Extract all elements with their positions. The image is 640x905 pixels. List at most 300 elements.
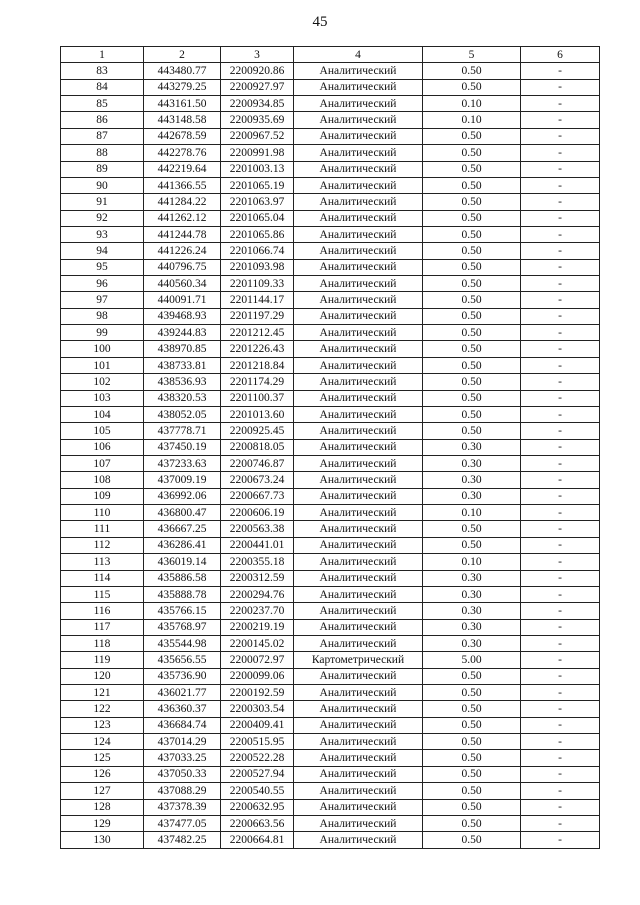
y-coordinate-cell: 2200935.69 bbox=[221, 112, 294, 128]
note-cell: - bbox=[521, 390, 600, 406]
note-cell: - bbox=[521, 439, 600, 455]
note-cell: - bbox=[521, 668, 600, 684]
x-coordinate-cell: 436019.14 bbox=[144, 554, 221, 570]
x-coordinate-cell: 443480.77 bbox=[144, 63, 221, 79]
accuracy-cell: 0.50 bbox=[423, 145, 521, 161]
method-cell: Аналитический bbox=[294, 161, 423, 177]
point-number-cell: 112 bbox=[61, 537, 144, 553]
accuracy-cell: 0.50 bbox=[423, 815, 521, 831]
method-cell: Аналитический bbox=[294, 308, 423, 324]
y-coordinate-cell: 2200522.28 bbox=[221, 750, 294, 766]
table-row bbox=[61, 357, 600, 373]
y-coordinate-cell: 2201100.37 bbox=[221, 390, 294, 406]
note-cell: - bbox=[521, 635, 600, 651]
note-cell: - bbox=[521, 243, 600, 259]
method-cell: Аналитический bbox=[294, 832, 423, 848]
method-cell: Аналитический bbox=[294, 341, 423, 357]
point-number-cell: 109 bbox=[61, 488, 144, 504]
table-row bbox=[61, 488, 600, 504]
y-coordinate-cell: 2201218.84 bbox=[221, 357, 294, 373]
table-row bbox=[61, 439, 600, 455]
point-number-cell: 117 bbox=[61, 619, 144, 635]
y-coordinate-cell: 2201065.19 bbox=[221, 177, 294, 193]
point-number-cell: 110 bbox=[61, 505, 144, 521]
method-cell: Аналитический bbox=[294, 145, 423, 161]
y-coordinate-cell: 2201003.13 bbox=[221, 161, 294, 177]
note-cell: - bbox=[521, 734, 600, 750]
accuracy-cell: 0.50 bbox=[423, 63, 521, 79]
accuracy-cell: 0.50 bbox=[423, 308, 521, 324]
note-cell: - bbox=[521, 766, 600, 782]
note-cell: - bbox=[521, 177, 600, 193]
y-coordinate-cell: 2201197.29 bbox=[221, 308, 294, 324]
y-coordinate-cell: 2200967.52 bbox=[221, 128, 294, 144]
x-coordinate-cell: 442278.76 bbox=[144, 145, 221, 161]
y-coordinate-cell: 2200294.76 bbox=[221, 586, 294, 602]
y-coordinate-cell: 2200563.38 bbox=[221, 521, 294, 537]
table-row bbox=[61, 161, 600, 177]
x-coordinate-cell: 436992.06 bbox=[144, 488, 221, 504]
x-coordinate-cell: 441244.78 bbox=[144, 226, 221, 242]
accuracy-cell: 0.50 bbox=[423, 341, 521, 357]
x-coordinate-cell: 435766.15 bbox=[144, 603, 221, 619]
note-cell: - bbox=[521, 112, 600, 128]
point-number-cell: 103 bbox=[61, 390, 144, 406]
y-coordinate-cell: 2201065.86 bbox=[221, 226, 294, 242]
note-cell: - bbox=[521, 341, 600, 357]
point-number-cell: 122 bbox=[61, 701, 144, 717]
method-cell: Аналитический bbox=[294, 717, 423, 733]
point-number-cell: 123 bbox=[61, 717, 144, 733]
x-coordinate-cell: 443161.50 bbox=[144, 96, 221, 112]
accuracy-cell: 0.50 bbox=[423, 243, 521, 259]
table-row bbox=[61, 472, 600, 488]
point-number-cell: 86 bbox=[61, 112, 144, 128]
note-cell: - bbox=[521, 685, 600, 701]
table-row bbox=[61, 635, 600, 651]
note-cell: - bbox=[521, 308, 600, 324]
column-header: 3 bbox=[221, 47, 294, 63]
y-coordinate-cell: 2200219.19 bbox=[221, 619, 294, 635]
point-number-cell: 129 bbox=[61, 815, 144, 831]
method-cell: Аналитический bbox=[294, 390, 423, 406]
accuracy-cell: 0.30 bbox=[423, 439, 521, 455]
method-cell: Аналитический bbox=[294, 586, 423, 602]
point-number-cell: 102 bbox=[61, 374, 144, 390]
column-header: 5 bbox=[423, 47, 521, 63]
table-row bbox=[61, 619, 600, 635]
note-cell: - bbox=[521, 505, 600, 521]
accuracy-cell: 0.50 bbox=[423, 668, 521, 684]
y-coordinate-cell: 2200441.01 bbox=[221, 537, 294, 553]
accuracy-cell: 0.50 bbox=[423, 832, 521, 848]
table-row bbox=[61, 79, 600, 95]
table-row bbox=[61, 177, 600, 193]
point-number-cell: 101 bbox=[61, 357, 144, 373]
note-cell: - bbox=[521, 79, 600, 95]
method-cell: Аналитический bbox=[294, 259, 423, 275]
x-coordinate-cell: 435736.90 bbox=[144, 668, 221, 684]
method-cell: Аналитический bbox=[294, 750, 423, 766]
accuracy-cell: 0.50 bbox=[423, 390, 521, 406]
x-coordinate-cell: 441284.22 bbox=[144, 194, 221, 210]
y-coordinate-cell: 2200632.95 bbox=[221, 799, 294, 815]
note-cell: - bbox=[521, 374, 600, 390]
table-row bbox=[61, 226, 600, 242]
table-row bbox=[61, 586, 600, 602]
accuracy-cell: 0.50 bbox=[423, 357, 521, 373]
column-header: 4 bbox=[294, 47, 423, 63]
x-coordinate-cell: 441226.24 bbox=[144, 243, 221, 259]
y-coordinate-cell: 2201212.45 bbox=[221, 325, 294, 341]
y-coordinate-cell: 2200606.19 bbox=[221, 505, 294, 521]
table-row bbox=[61, 243, 600, 259]
accuracy-cell: 0.30 bbox=[423, 603, 521, 619]
method-cell: Аналитический bbox=[294, 357, 423, 373]
x-coordinate-cell: 443279.25 bbox=[144, 79, 221, 95]
accuracy-cell: 0.30 bbox=[423, 472, 521, 488]
y-coordinate-cell: 2201066.74 bbox=[221, 243, 294, 259]
table-row bbox=[61, 505, 600, 521]
method-cell: Аналитический bbox=[294, 210, 423, 226]
x-coordinate-cell: 435888.78 bbox=[144, 586, 221, 602]
point-number-cell: 96 bbox=[61, 276, 144, 292]
table-row bbox=[61, 276, 600, 292]
accuracy-cell: 0.50 bbox=[423, 717, 521, 733]
table-header-row bbox=[61, 47, 600, 63]
x-coordinate-cell: 436800.47 bbox=[144, 505, 221, 521]
method-cell: Аналитический bbox=[294, 685, 423, 701]
x-coordinate-cell: 441366.55 bbox=[144, 177, 221, 193]
note-cell: - bbox=[521, 750, 600, 766]
x-coordinate-cell: 439468.93 bbox=[144, 308, 221, 324]
table-row bbox=[61, 652, 600, 668]
x-coordinate-cell: 436286.41 bbox=[144, 537, 221, 553]
accuracy-cell: 0.50 bbox=[423, 194, 521, 210]
page-number: 45 bbox=[312, 14, 328, 30]
point-number-cell: 107 bbox=[61, 455, 144, 471]
point-number-cell: 104 bbox=[61, 406, 144, 422]
accuracy-cell: 0.50 bbox=[423, 276, 521, 292]
method-cell: Аналитический bbox=[294, 815, 423, 831]
table-row bbox=[61, 259, 600, 275]
note-cell: - bbox=[521, 423, 600, 439]
accuracy-cell: 0.30 bbox=[423, 586, 521, 602]
table-row bbox=[61, 210, 600, 226]
table-row bbox=[61, 570, 600, 586]
note-cell: - bbox=[521, 357, 600, 373]
method-cell: Аналитический bbox=[294, 63, 423, 79]
note-cell: - bbox=[521, 226, 600, 242]
y-coordinate-cell: 2200355.18 bbox=[221, 554, 294, 570]
accuracy-cell: 0.50 bbox=[423, 423, 521, 439]
method-cell: Аналитический bbox=[294, 177, 423, 193]
point-number-cell: 91 bbox=[61, 194, 144, 210]
x-coordinate-cell: 437033.25 bbox=[144, 750, 221, 766]
note-cell: - bbox=[521, 128, 600, 144]
x-coordinate-cell: 437233.63 bbox=[144, 455, 221, 471]
note-cell: - bbox=[521, 537, 600, 553]
method-cell: Аналитический bbox=[294, 374, 423, 390]
point-number-cell: 85 bbox=[61, 96, 144, 112]
table-body bbox=[61, 63, 600, 848]
accuracy-cell: 0.50 bbox=[423, 259, 521, 275]
note-cell: - bbox=[521, 701, 600, 717]
point-number-cell: 111 bbox=[61, 521, 144, 537]
accuracy-cell: 0.50 bbox=[423, 766, 521, 782]
table-row bbox=[61, 685, 600, 701]
method-cell: Аналитический bbox=[294, 766, 423, 782]
x-coordinate-cell: 437088.29 bbox=[144, 783, 221, 799]
column-header: 1 bbox=[61, 47, 144, 63]
x-coordinate-cell: 440091.71 bbox=[144, 292, 221, 308]
accuracy-cell: 0.50 bbox=[423, 783, 521, 799]
accuracy-cell: 0.50 bbox=[423, 177, 521, 193]
method-cell: Аналитический bbox=[294, 194, 423, 210]
note-cell: - bbox=[521, 586, 600, 602]
table-row bbox=[61, 63, 600, 79]
accuracy-cell: 0.50 bbox=[423, 406, 521, 422]
accuracy-cell: 0.30 bbox=[423, 488, 521, 504]
point-number-cell: 89 bbox=[61, 161, 144, 177]
point-number-cell: 114 bbox=[61, 570, 144, 586]
table-row bbox=[61, 308, 600, 324]
accuracy-cell: 0.30 bbox=[423, 570, 521, 586]
column-header: 6 bbox=[521, 47, 600, 63]
accuracy-cell: 0.50 bbox=[423, 799, 521, 815]
table-row bbox=[61, 668, 600, 684]
x-coordinate-cell: 436684.74 bbox=[144, 717, 221, 733]
point-number-cell: 84 bbox=[61, 79, 144, 95]
y-coordinate-cell: 2200303.54 bbox=[221, 701, 294, 717]
x-coordinate-cell: 436667.25 bbox=[144, 521, 221, 537]
method-cell: Аналитический bbox=[294, 276, 423, 292]
accuracy-cell: 0.50 bbox=[423, 521, 521, 537]
table-row bbox=[61, 292, 600, 308]
accuracy-cell: 0.50 bbox=[423, 685, 521, 701]
point-number-cell: 130 bbox=[61, 832, 144, 848]
accuracy-cell: 0.30 bbox=[423, 455, 521, 471]
note-cell: - bbox=[521, 145, 600, 161]
accuracy-cell: 0.30 bbox=[423, 635, 521, 651]
point-number-cell: 87 bbox=[61, 128, 144, 144]
note-cell: - bbox=[521, 832, 600, 848]
table-row bbox=[61, 112, 600, 128]
note-cell: - bbox=[521, 472, 600, 488]
y-coordinate-cell: 2200409.41 bbox=[221, 717, 294, 733]
method-cell: Аналитический bbox=[294, 619, 423, 635]
table-row bbox=[61, 832, 600, 848]
point-number-cell: 118 bbox=[61, 635, 144, 651]
x-coordinate-cell: 440560.34 bbox=[144, 276, 221, 292]
table-row bbox=[61, 815, 600, 831]
accuracy-cell: 0.50 bbox=[423, 79, 521, 95]
method-cell: Аналитический bbox=[294, 554, 423, 570]
x-coordinate-cell: 436021.77 bbox=[144, 685, 221, 701]
accuracy-cell: 5.00 bbox=[423, 652, 521, 668]
note-cell: - bbox=[521, 570, 600, 586]
y-coordinate-cell: 2200663.56 bbox=[221, 815, 294, 831]
y-coordinate-cell: 2200818.05 bbox=[221, 439, 294, 455]
y-coordinate-cell: 2200312.59 bbox=[221, 570, 294, 586]
point-number-cell: 124 bbox=[61, 734, 144, 750]
accuracy-cell: 0.50 bbox=[423, 537, 521, 553]
note-cell: - bbox=[521, 292, 600, 308]
accuracy-cell: 0.50 bbox=[423, 374, 521, 390]
table-row bbox=[61, 194, 600, 210]
accuracy-cell: 0.50 bbox=[423, 325, 521, 341]
point-number-cell: 95 bbox=[61, 259, 144, 275]
point-number-cell: 94 bbox=[61, 243, 144, 259]
y-coordinate-cell: 2200099.06 bbox=[221, 668, 294, 684]
point-number-cell: 97 bbox=[61, 292, 144, 308]
note-cell: - bbox=[521, 717, 600, 733]
point-number-cell: 92 bbox=[61, 210, 144, 226]
x-coordinate-cell: 437450.19 bbox=[144, 439, 221, 455]
method-cell: Аналитический bbox=[294, 505, 423, 521]
point-number-cell: 83 bbox=[61, 63, 144, 79]
table-row bbox=[61, 537, 600, 553]
x-coordinate-cell: 438052.05 bbox=[144, 406, 221, 422]
method-cell: Аналитический bbox=[294, 521, 423, 537]
method-cell: Картометрический bbox=[294, 652, 423, 668]
table-row bbox=[61, 96, 600, 112]
note-cell: - bbox=[521, 63, 600, 79]
y-coordinate-cell: 2201093.98 bbox=[221, 259, 294, 275]
method-cell: Аналитический bbox=[294, 455, 423, 471]
note-cell: - bbox=[521, 276, 600, 292]
note-cell: - bbox=[521, 161, 600, 177]
x-coordinate-cell: 438970.85 bbox=[144, 341, 221, 357]
table-row bbox=[61, 341, 600, 357]
y-coordinate-cell: 2200746.87 bbox=[221, 455, 294, 471]
table-row bbox=[61, 750, 600, 766]
x-coordinate-cell: 438320.53 bbox=[144, 390, 221, 406]
x-coordinate-cell: 438536.93 bbox=[144, 374, 221, 390]
coordinates-table bbox=[60, 46, 600, 849]
y-coordinate-cell: 2200237.70 bbox=[221, 603, 294, 619]
method-cell: Аналитический bbox=[294, 472, 423, 488]
x-coordinate-cell: 436360.37 bbox=[144, 701, 221, 717]
accuracy-cell: 0.50 bbox=[423, 750, 521, 766]
accuracy-cell: 0.50 bbox=[423, 292, 521, 308]
y-coordinate-cell: 2201065.04 bbox=[221, 210, 294, 226]
method-cell: Аналитический bbox=[294, 226, 423, 242]
note-cell: - bbox=[521, 521, 600, 537]
y-coordinate-cell: 2201174.29 bbox=[221, 374, 294, 390]
x-coordinate-cell: 435544.98 bbox=[144, 635, 221, 651]
note-cell: - bbox=[521, 783, 600, 799]
y-coordinate-cell: 2200927.97 bbox=[221, 79, 294, 95]
point-number-cell: 93 bbox=[61, 226, 144, 242]
note-cell: - bbox=[521, 406, 600, 422]
x-coordinate-cell: 439244.83 bbox=[144, 325, 221, 341]
y-coordinate-cell: 2200673.24 bbox=[221, 472, 294, 488]
accuracy-cell: 0.50 bbox=[423, 734, 521, 750]
table-row bbox=[61, 701, 600, 717]
y-coordinate-cell: 2200664.81 bbox=[221, 832, 294, 848]
table-row bbox=[61, 390, 600, 406]
table-row bbox=[61, 128, 600, 144]
note-cell: - bbox=[521, 815, 600, 831]
note-cell: - bbox=[521, 210, 600, 226]
point-number-cell: 106 bbox=[61, 439, 144, 455]
x-coordinate-cell: 435656.55 bbox=[144, 652, 221, 668]
y-coordinate-cell: 2200925.45 bbox=[221, 423, 294, 439]
accuracy-cell: 0.50 bbox=[423, 161, 521, 177]
method-cell: Аналитический bbox=[294, 325, 423, 341]
table-row bbox=[61, 799, 600, 815]
table-row bbox=[61, 521, 600, 537]
table-row bbox=[61, 374, 600, 390]
x-coordinate-cell: 443148.58 bbox=[144, 112, 221, 128]
note-cell: - bbox=[521, 488, 600, 504]
x-coordinate-cell: 437378.39 bbox=[144, 799, 221, 815]
y-coordinate-cell: 2200072.97 bbox=[221, 652, 294, 668]
x-coordinate-cell: 437009.19 bbox=[144, 472, 221, 488]
method-cell: Аналитический bbox=[294, 439, 423, 455]
y-coordinate-cell: 2200515.95 bbox=[221, 734, 294, 750]
x-coordinate-cell: 435768.97 bbox=[144, 619, 221, 635]
table-row bbox=[61, 766, 600, 782]
y-coordinate-cell: 2200991.98 bbox=[221, 145, 294, 161]
accuracy-cell: 0.50 bbox=[423, 128, 521, 144]
point-number-cell: 126 bbox=[61, 766, 144, 782]
note-cell: - bbox=[521, 194, 600, 210]
x-coordinate-cell: 437778.71 bbox=[144, 423, 221, 439]
x-coordinate-cell: 435886.58 bbox=[144, 570, 221, 586]
point-number-cell: 121 bbox=[61, 685, 144, 701]
table-row bbox=[61, 406, 600, 422]
method-cell: Аналитический bbox=[294, 128, 423, 144]
x-coordinate-cell: 437482.25 bbox=[144, 832, 221, 848]
accuracy-cell: 0.10 bbox=[423, 112, 521, 128]
method-cell: Аналитический bbox=[294, 734, 423, 750]
accuracy-cell: 0.10 bbox=[423, 96, 521, 112]
point-number-cell: 119 bbox=[61, 652, 144, 668]
x-coordinate-cell: 441262.12 bbox=[144, 210, 221, 226]
method-cell: Аналитический bbox=[294, 570, 423, 586]
point-number-cell: 88 bbox=[61, 145, 144, 161]
method-cell: Аналитический bbox=[294, 783, 423, 799]
y-coordinate-cell: 2200667.73 bbox=[221, 488, 294, 504]
method-cell: Аналитический bbox=[294, 537, 423, 553]
method-cell: Аналитический bbox=[294, 406, 423, 422]
point-number-cell: 127 bbox=[61, 783, 144, 799]
accuracy-cell: 0.50 bbox=[423, 701, 521, 717]
method-cell: Аналитический bbox=[294, 603, 423, 619]
method-cell: Аналитический bbox=[294, 243, 423, 259]
note-cell: - bbox=[521, 455, 600, 471]
point-number-cell: 125 bbox=[61, 750, 144, 766]
method-cell: Аналитический bbox=[294, 423, 423, 439]
x-coordinate-cell: 437050.33 bbox=[144, 766, 221, 782]
x-coordinate-cell: 437014.29 bbox=[144, 734, 221, 750]
method-cell: Аналитический bbox=[294, 96, 423, 112]
x-coordinate-cell: 438733.81 bbox=[144, 357, 221, 373]
y-coordinate-cell: 2200934.85 bbox=[221, 96, 294, 112]
table-row bbox=[61, 717, 600, 733]
note-cell: - bbox=[521, 259, 600, 275]
note-cell: - bbox=[521, 96, 600, 112]
method-cell: Аналитический bbox=[294, 112, 423, 128]
method-cell: Аналитический bbox=[294, 635, 423, 651]
y-coordinate-cell: 2200527.94 bbox=[221, 766, 294, 782]
y-coordinate-cell: 2201013.60 bbox=[221, 406, 294, 422]
column-header: 2 bbox=[144, 47, 221, 63]
y-coordinate-cell: 2201226.43 bbox=[221, 341, 294, 357]
note-cell: - bbox=[521, 603, 600, 619]
